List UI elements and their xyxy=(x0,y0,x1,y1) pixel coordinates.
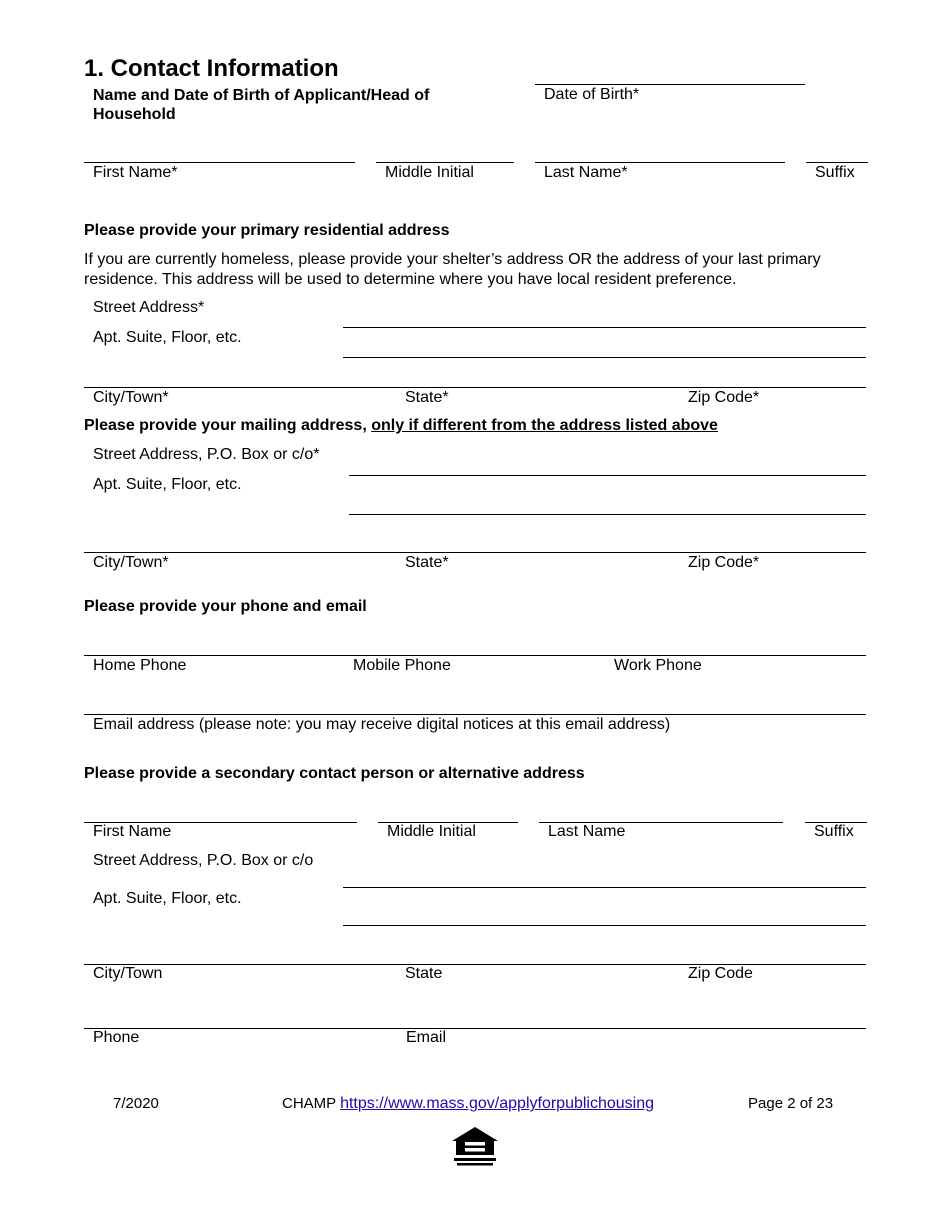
residential-heading: Please provide your primary residential address xyxy=(84,222,450,239)
sec-phone-label: Phone xyxy=(93,1029,140,1046)
res-apt-label: Apt. Suite, Floor, etc. xyxy=(93,329,242,346)
mail-city-label: City/Town* xyxy=(93,554,169,571)
suffix-field[interactable] xyxy=(806,162,868,163)
mailing-heading-prefix: Please provide your mailing address, xyxy=(84,417,372,434)
equal-housing-logo-icon xyxy=(450,1125,500,1167)
middle-initial-label: Middle Initial xyxy=(385,164,474,181)
dob-field-line[interactable] xyxy=(535,84,805,85)
sec-zip-label: Zip Code xyxy=(688,965,753,982)
footer-date: 7/2020 xyxy=(113,1095,159,1112)
last-name-field[interactable] xyxy=(535,162,785,163)
mail-street-label: Street Address, P.O. Box or c/o* xyxy=(93,446,320,463)
footer-champ xyxy=(282,1095,654,1113)
res-city-state-zip-field[interactable] xyxy=(84,387,866,388)
mail-state-label: State* xyxy=(405,554,449,571)
res-zip-label: Zip Code* xyxy=(688,389,760,406)
secondary-heading: Please provide a secondary contact person or alternative address xyxy=(84,765,585,782)
mail-street-field[interactable] xyxy=(349,475,866,476)
phone-fields[interactable] xyxy=(84,655,866,656)
mail-zip-label: Zip Code* xyxy=(688,554,760,571)
sec-state-label: State xyxy=(405,965,443,982)
res-state-label: State* xyxy=(405,389,449,406)
first-name-field[interactable] xyxy=(84,162,355,163)
mail-apt-label: Apt. Suite, Floor, etc. xyxy=(93,476,242,493)
mailing-heading xyxy=(84,417,718,435)
mail-apt-field[interactable] xyxy=(349,514,866,515)
sec-apt-field[interactable] xyxy=(343,925,866,926)
residential-note: If you are currently homeless, please provide your shelter’s address OR the address of your last primary residence. This address will be used to determine where you have local resident preference. xyxy=(84,251,821,288)
dob-label: Date of Birth* xyxy=(544,86,640,103)
footer-champ-label: CHAMP xyxy=(282,1095,336,1112)
sec-city-label: City/Town xyxy=(93,965,163,982)
res-apt-field[interactable] xyxy=(343,357,866,358)
phone-email-heading: Please provide your phone and email xyxy=(84,598,367,615)
home-phone-label: Home Phone xyxy=(93,657,187,674)
sec-middle-initial-label: Middle Initial xyxy=(387,823,476,840)
suffix-label: Suffix xyxy=(815,164,855,181)
section-subtitle: Name and Date of Birth of Applicant/Head of Household xyxy=(93,87,430,123)
last-name-label: Last Name* xyxy=(544,164,628,181)
sec-suffix-label: Suffix xyxy=(814,823,854,840)
sec-last-name-label: Last Name xyxy=(548,823,626,840)
res-street-label: Street Address* xyxy=(93,299,205,316)
res-street-field[interactable] xyxy=(343,327,866,328)
email-field[interactable] xyxy=(84,714,866,715)
footer-page-number: Page 2 of 23 xyxy=(748,1095,834,1112)
res-city-label: City/Town* xyxy=(93,389,169,406)
sec-street-field[interactable] xyxy=(343,887,866,888)
first-name-label: First Name* xyxy=(93,164,178,181)
page-title: 1. Contact Information xyxy=(84,55,339,82)
sec-apt-label: Apt. Suite, Floor, etc. xyxy=(93,890,242,907)
mobile-phone-label: Mobile Phone xyxy=(353,657,451,674)
middle-initial-field[interactable] xyxy=(376,162,514,163)
work-phone-label: Work Phone xyxy=(614,657,702,674)
mail-city-state-zip-field[interactable] xyxy=(84,552,866,553)
sec-phone-email-field[interactable] xyxy=(84,1028,866,1029)
email-label: Email address (please note: you may receive digital notices at this email address) xyxy=(93,716,671,733)
mailing-heading-condition: only if different from the address listed above xyxy=(371,417,718,434)
sec-email-label: Email xyxy=(406,1029,447,1046)
sec-first-name-label: First Name xyxy=(93,823,172,840)
apply-link[interactable]: https://www.mass.gov/applyforpublichousing xyxy=(340,1095,655,1112)
sec-street-label: Street Address, P.O. Box or c/o xyxy=(93,852,314,869)
